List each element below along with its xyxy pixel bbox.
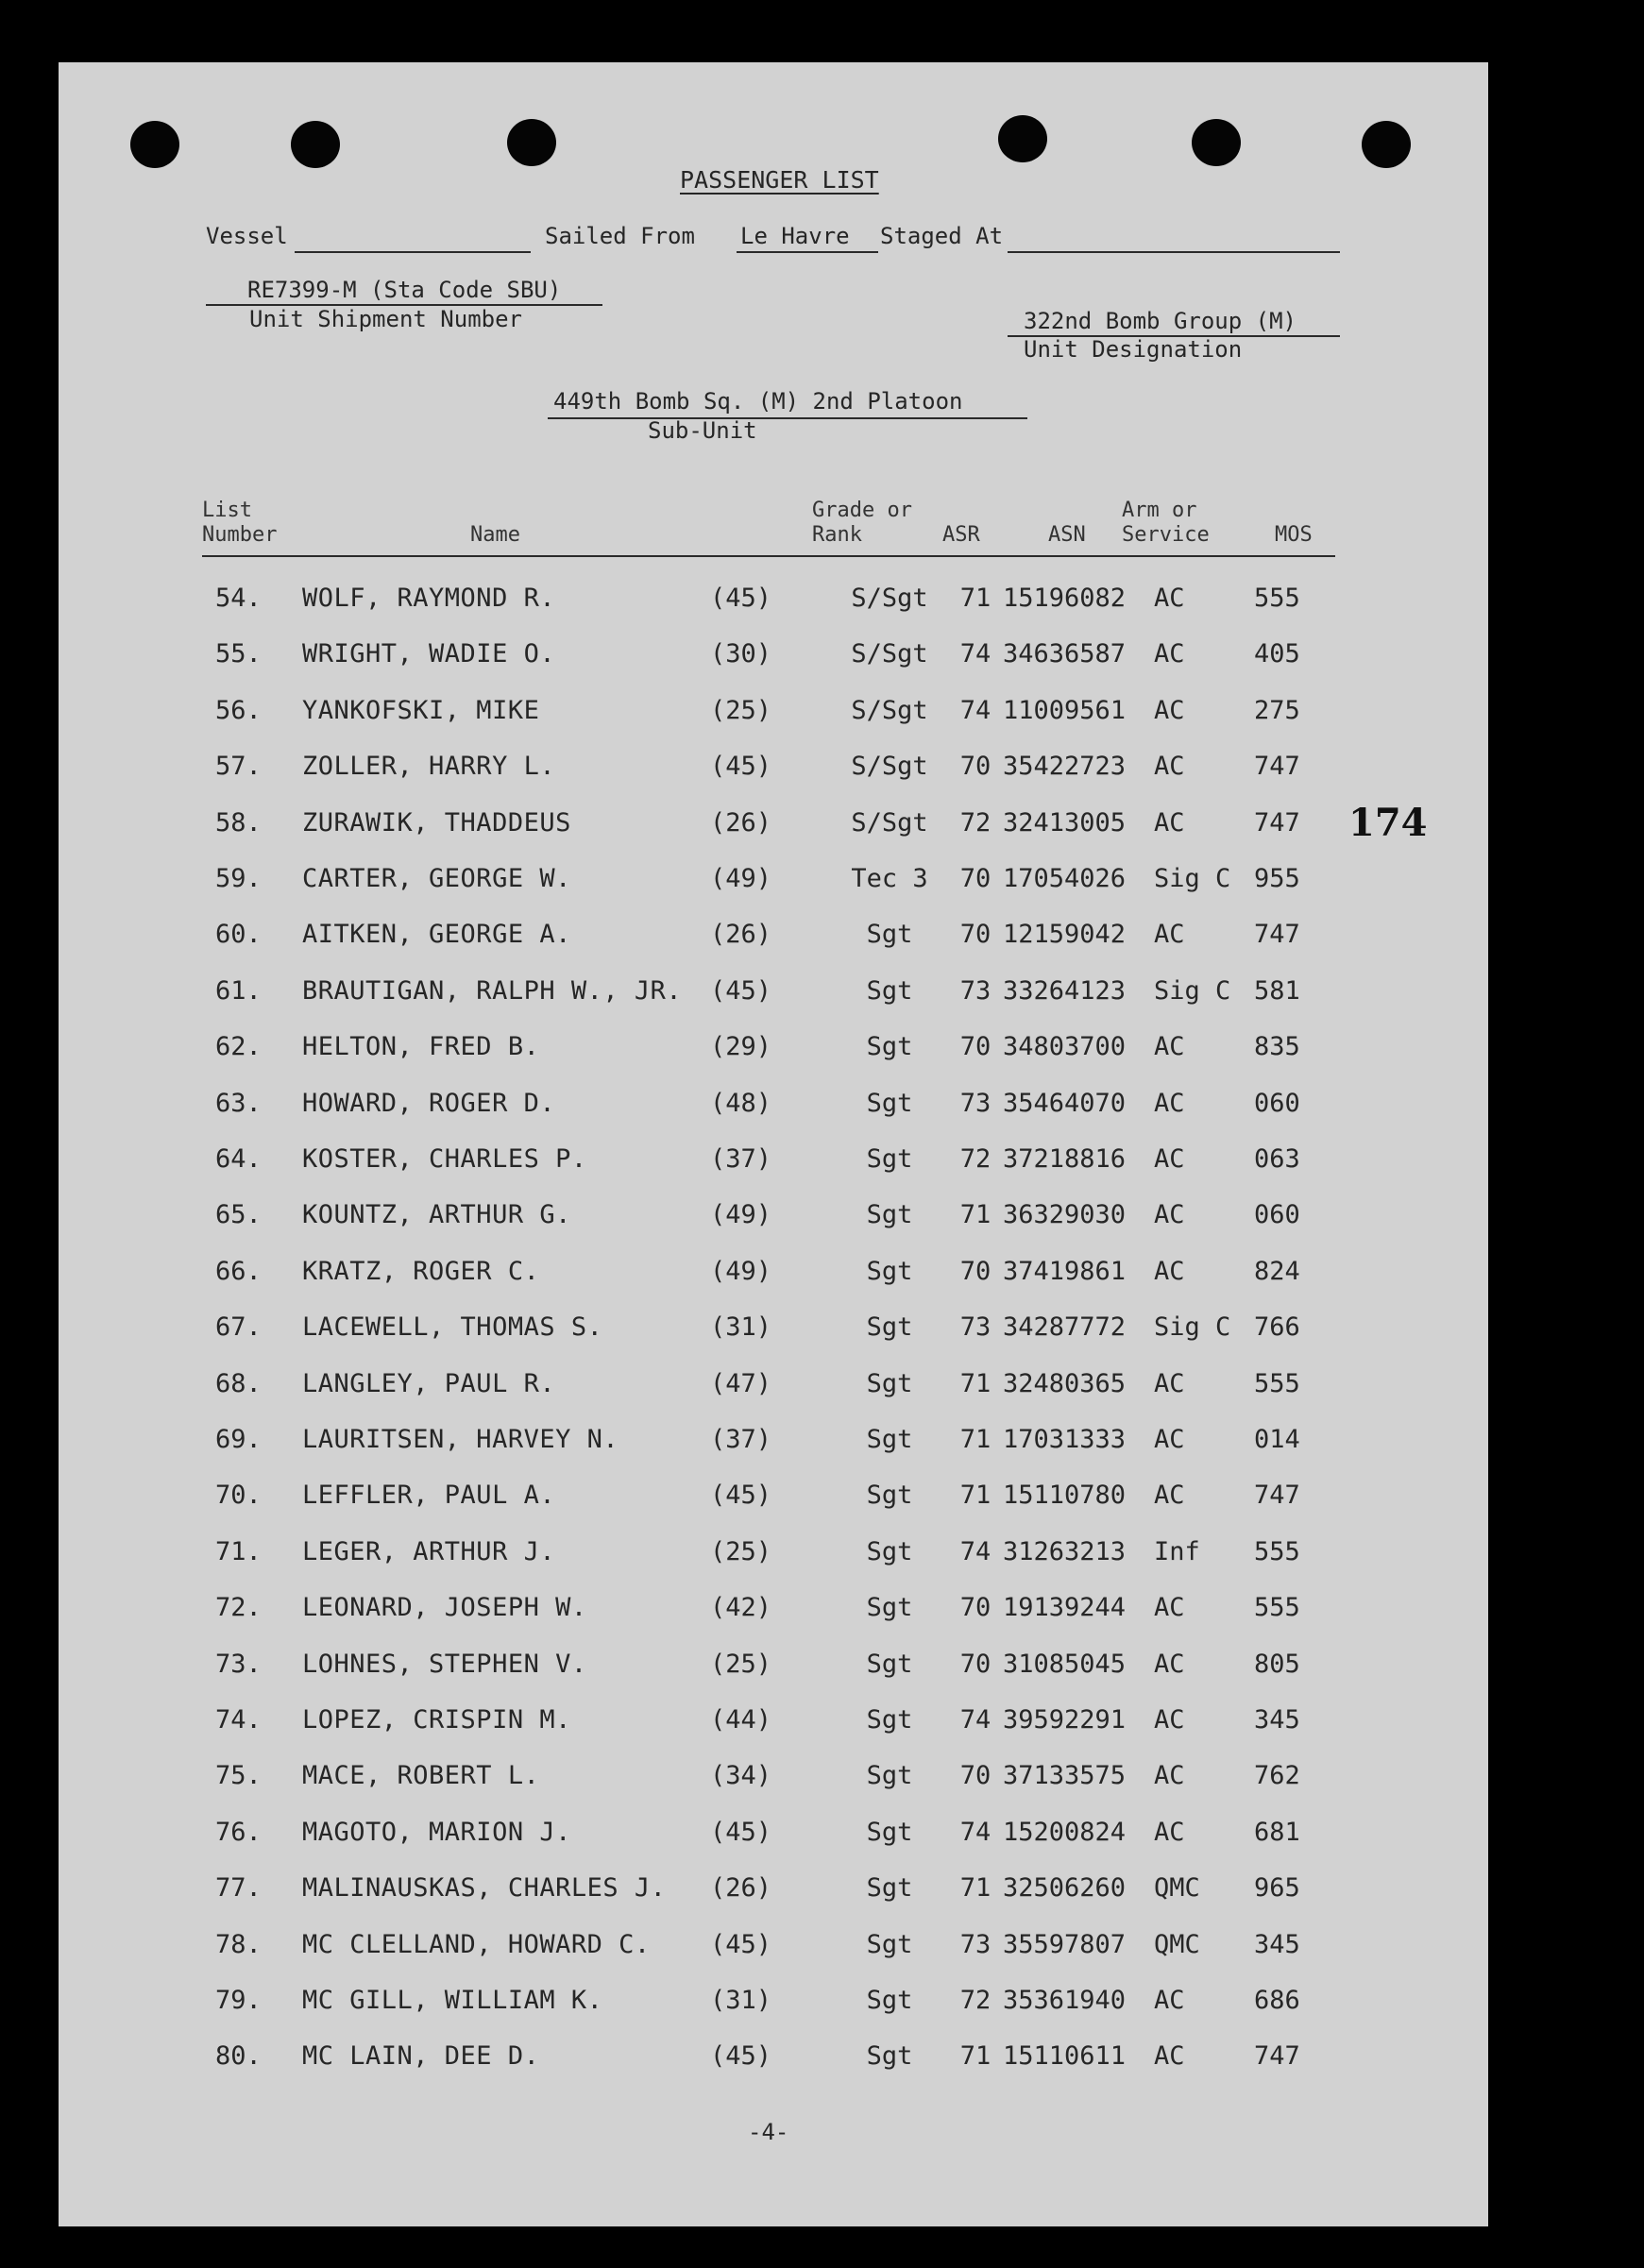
age-code: (42) [710,1593,772,1623]
table-row [59,639,1488,677]
grade: Tec 3 [851,864,928,893]
asr: 70 [959,1593,991,1623]
passenger-name: LEGER, ARTHUR J. [302,1536,556,1566]
passenger-name: KOSTER, CHARLES P. [302,1144,587,1174]
age-code: (45) [710,1929,772,1959]
list-number: 68. [215,1368,262,1398]
table-row [59,1425,1488,1463]
table-row [59,584,1488,621]
asn: 31263213 [1003,1536,1127,1566]
mos: 345 [1254,1929,1300,1959]
list-number: 71. [215,1536,262,1566]
column-header-list-number: List Number [202,499,278,547]
passenger-name: LANGLEY, PAUL R. [302,1368,556,1398]
arm-service: AC [1154,1425,1185,1454]
header-underline [202,555,1335,557]
table-row [59,1032,1488,1070]
list-number: 76. [215,1817,262,1847]
asr: 70 [959,1256,991,1286]
asr: 70 [959,920,991,950]
asr: 71 [959,1200,991,1230]
table-row [59,1537,1488,1575]
mos: 824 [1254,1256,1300,1286]
list-number: 80. [215,2041,262,2072]
column-header-grade: Grade or Rank [812,499,912,547]
arm-service: Sig C [1154,975,1231,1006]
grade: S/Sgt [851,584,928,613]
arm-service: AC [1154,1032,1185,1062]
age-code: (34) [710,1761,772,1791]
grade: Sgt [866,1425,913,1454]
grade: Sgt [866,1032,913,1062]
asn: 37218816 [1003,1144,1127,1174]
passenger-name: AITKEN, GEORGE A. [302,920,571,950]
staged-at-label: Staged At [880,223,1004,249]
grade: Sgt [866,1817,913,1847]
table-row [59,1593,1488,1631]
sailed-from-value: Le Havre [740,223,850,249]
mos: 555 [1254,584,1300,613]
mos: 014 [1254,1425,1300,1454]
asr: 74 [959,1705,991,1735]
mos: 063 [1254,1144,1300,1174]
list-number: 77. [215,1873,262,1904]
asr: 71 [959,1425,991,1454]
mos: 766 [1254,1312,1300,1343]
sub-unit-value: 449th Bomb Sq. (M) 2nd Platoon [553,388,963,415]
grade: Sgt [866,1986,913,2015]
grade: Sgt [866,1144,913,1174]
grade: Sgt [866,1873,913,1904]
sailed-from-label: Sailed From [545,223,695,249]
asr: 71 [959,1873,991,1904]
passenger-name: ZOLLER, HARRY L. [302,752,556,782]
unit-shipment-value: RE7399-M (Sta Code SBU) [247,277,562,303]
list-number: 59. [215,864,262,893]
asn: 11009561 [1003,695,1127,725]
passenger-name: MALINAUSKAS, CHARLES J. [302,1873,667,1904]
asr: 73 [959,1088,991,1118]
asn: 37133575 [1003,1761,1127,1791]
mos: 955 [1254,864,1300,893]
column-header-asn: ASN [1048,523,1086,547]
passenger-name: HELTON, FRED B. [302,1032,540,1062]
table-row [59,976,1488,1014]
list-number: 60. [215,920,262,950]
asn: 15110780 [1003,1481,1127,1511]
table-row [59,1986,1488,2023]
age-code: (25) [710,1649,772,1679]
age-code: (45) [710,1481,772,1511]
list-number: 67. [215,1312,262,1343]
asn: 33264123 [1003,975,1127,1006]
list-number: 70. [215,1481,262,1511]
table-row [59,1257,1488,1295]
document-title: PASSENGER LIST [680,166,879,194]
age-code: (31) [710,1986,772,2015]
table-row [59,696,1488,734]
asr: 70 [959,1032,991,1062]
arm-service: AC [1154,1986,1185,2015]
asn: 37419861 [1003,1256,1127,1286]
asr: 72 [959,1986,991,2015]
asn: 34636587 [1003,639,1127,669]
list-number: 73. [215,1649,262,1679]
grade: S/Sgt [851,807,928,838]
mos: 405 [1254,639,1300,669]
mos: 762 [1254,1761,1300,1791]
grade: Sgt [866,1368,913,1398]
grade: Sgt [866,1649,913,1679]
age-code: (45) [710,1817,772,1847]
mos: 345 [1254,1705,1300,1735]
passenger-name: LOPEZ, CRISPIN M. [302,1705,571,1735]
column-header-arm: Arm or Service [1122,499,1210,547]
table-row [59,1650,1488,1687]
arm-service: Inf [1154,1536,1200,1566]
grade: Sgt [866,975,913,1006]
age-code: (26) [710,920,772,950]
age-code: (45) [710,752,772,782]
arm-service: AC [1154,639,1185,669]
table-row [59,864,1488,902]
table-row [59,1818,1488,1855]
asn: 17054026 [1003,864,1127,893]
grade: S/Sgt [851,695,928,725]
asr: 70 [959,1761,991,1791]
column-header-asr: ASR [942,523,980,547]
arm-service: AC [1154,1705,1185,1735]
punch-hole [998,115,1047,162]
arm-service: AC [1154,1256,1185,1286]
punch-hole [130,121,179,168]
asn: 32413005 [1003,807,1127,838]
list-number: 65. [215,1200,262,1230]
passenger-name: ZURAWIK, THADDEUS [302,807,571,838]
passenger-name: YANKOFSKI, MIKE [302,695,540,725]
mos: 681 [1254,1817,1300,1847]
arm-service: Sig C [1154,1312,1231,1343]
table-row [59,1312,1488,1350]
grade: Sgt [866,920,913,950]
table-row [59,1089,1488,1126]
arm-service: AC [1154,1761,1185,1791]
list-number: 54. [215,584,262,613]
arm-service: AC [1154,920,1185,950]
age-code: (45) [710,2041,772,2072]
age-code: (44) [710,1705,772,1735]
age-code: (49) [710,864,772,893]
mos: 835 [1254,1032,1300,1062]
asn: 36329030 [1003,1200,1127,1230]
passenger-name: LOHNES, STEPHEN V. [302,1649,587,1679]
age-code: (45) [710,584,772,613]
asr: 71 [959,584,991,613]
table-row [59,1144,1488,1182]
grade: S/Sgt [851,639,928,669]
asr: 73 [959,975,991,1006]
asr: 70 [959,752,991,782]
grade: Sgt [866,1705,913,1735]
sub-unit-underline [548,417,1027,419]
arm-service: AC [1154,1649,1185,1679]
grade: Sgt [866,1312,913,1343]
asr: 70 [959,864,991,893]
asr: 70 [959,1649,991,1679]
vessel-underline [295,251,531,253]
passenger-name: LAURITSEN, HARVEY N. [302,1425,619,1454]
column-header-mos: MOS [1275,523,1313,547]
age-code: (25) [710,1536,772,1566]
asr: 71 [959,1368,991,1398]
asn: 34803700 [1003,1032,1127,1062]
table-row [59,1369,1488,1407]
age-code: (29) [710,1032,772,1062]
grade: Sgt [866,1256,913,1286]
table-row [59,1481,1488,1518]
table-row [59,1705,1488,1743]
arm-service: AC [1154,1144,1185,1174]
grade: Sgt [866,1929,913,1959]
asn: 31085045 [1003,1649,1127,1679]
age-code: (26) [710,807,772,838]
list-number: 62. [215,1032,262,1062]
list-number: 74. [215,1705,262,1735]
mos: 060 [1254,1200,1300,1230]
mos: 965 [1254,1873,1300,1904]
arm-service: QMC [1154,1873,1200,1904]
passenger-name: WRIGHT, WADIE O. [302,639,556,669]
age-code: (37) [710,1144,772,1174]
list-number: 79. [215,1986,262,2015]
grade: Sgt [866,1761,913,1791]
passenger-name: LACEWELL, THOMAS S. [302,1312,603,1343]
asn: 15196082 [1003,584,1127,613]
mos: 747 [1254,920,1300,950]
asr: 71 [959,1481,991,1511]
arm-service: AC [1154,1481,1185,1511]
age-code: (26) [710,1873,772,1904]
table-row [59,1200,1488,1238]
list-number: 55. [215,639,262,669]
list-number: 72. [215,1593,262,1623]
stamp-number: 174 [1348,801,1428,845]
grade: Sgt [866,1200,913,1230]
asn: 39592291 [1003,1705,1127,1735]
asn: 15200824 [1003,1817,1127,1847]
table-row [59,808,1488,846]
asn: 35597807 [1003,1929,1127,1959]
age-code: (30) [710,639,772,669]
asn: 17031333 [1003,1425,1127,1454]
asr: 74 [959,1536,991,1566]
passenger-name: KOUNTZ, ARTHUR G. [302,1200,571,1230]
mos: 555 [1254,1536,1300,1566]
grade: Sgt [866,1481,913,1511]
punch-hole [507,119,556,166]
asn: 12159042 [1003,920,1127,950]
list-number: 57. [215,752,262,782]
grade: Sgt [866,1536,913,1566]
arm-service: AC [1154,1593,1185,1623]
passenger-name: LEFFLER, PAUL A. [302,1481,556,1511]
asn: 32480365 [1003,1368,1127,1398]
mos: 555 [1254,1593,1300,1623]
passenger-name: MC GILL, WILLIAM K. [302,1986,603,2015]
mos: 747 [1254,752,1300,782]
mos: 686 [1254,1986,1300,2015]
age-code: (47) [710,1368,772,1398]
mos: 581 [1254,975,1300,1006]
asn: 34287772 [1003,1312,1127,1343]
sailed-from-underline [737,251,878,253]
asr: 73 [959,1312,991,1343]
vessel-label: Vessel [206,223,288,249]
arm-service: AC [1154,1368,1185,1398]
list-number: 63. [215,1088,262,1118]
column-header-name: Name [470,523,520,547]
arm-service: QMC [1154,1929,1200,1959]
mos: 747 [1254,1481,1300,1511]
arm-service: AC [1154,584,1185,613]
passenger-name: HOWARD, ROGER D. [302,1088,556,1118]
mos: 747 [1254,2041,1300,2072]
passenger-name: MC LAIN, DEE D. [302,2041,540,2072]
age-code: (49) [710,1256,772,1286]
grade: Sgt [866,1593,913,1623]
asr: 73 [959,1929,991,1959]
grade: S/Sgt [851,752,928,782]
asr: 74 [959,695,991,725]
document-page [59,62,1488,2226]
punch-hole [1362,121,1411,168]
passenger-name: WOLF, RAYMOND R. [302,584,556,613]
list-number: 58. [215,807,262,838]
age-code: (25) [710,695,772,725]
list-number: 64. [215,1144,262,1174]
asn: 35422723 [1003,752,1127,782]
arm-service: AC [1154,1200,1185,1230]
arm-service: Sig C [1154,864,1231,893]
table-row [59,1761,1488,1799]
list-number: 75. [215,1761,262,1791]
arm-service: AC [1154,2041,1185,2072]
table-row [59,752,1488,789]
mos: 060 [1254,1088,1300,1118]
arm-service: AC [1154,752,1185,782]
mos: 275 [1254,695,1300,725]
asr: 74 [959,1817,991,1847]
asn: 19139244 [1003,1593,1127,1623]
passenger-name: KRATZ, ROGER C. [302,1256,540,1286]
list-number: 56. [215,695,262,725]
table-row [59,2041,1488,2079]
arm-service: AC [1154,1817,1185,1847]
grade: Sgt [866,2041,913,2072]
arm-service: AC [1154,695,1185,725]
asr: 72 [959,807,991,838]
mos: 805 [1254,1649,1300,1679]
unit-designation-label: Unit Designation [1024,336,1243,363]
arm-service: AC [1154,1088,1185,1118]
asr: 71 [959,2041,991,2072]
asn: 15110611 [1003,2041,1127,2072]
punch-hole [1192,119,1241,166]
asr: 74 [959,639,991,669]
passenger-name: BRAUTIGAN, RALPH W., JR. [302,975,683,1006]
list-number: 78. [215,1929,262,1959]
age-code: (45) [710,975,772,1006]
arm-service: AC [1154,807,1185,838]
asn: 32506260 [1003,1873,1127,1904]
asn: 35361940 [1003,1986,1127,2015]
passenger-name: MACE, ROBERT L. [302,1761,540,1791]
staged-at-underline [1008,251,1340,253]
table-row [59,920,1488,957]
list-number: 66. [215,1256,262,1286]
punch-hole [291,121,340,168]
table-row [59,1930,1488,1968]
grade: Sgt [866,1088,913,1118]
passenger-name: MC CLELLAND, HOWARD C. [302,1929,651,1959]
age-code: (49) [710,1200,772,1230]
age-code: (37) [710,1425,772,1454]
page-number: -4- [748,2119,789,2145]
passenger-name: CARTER, GEORGE W. [302,864,571,893]
unit-designation-value: 322nd Bomb Group (M) [1024,308,1297,334]
age-code: (48) [710,1088,772,1118]
list-number: 69. [215,1425,262,1454]
asr: 72 [959,1144,991,1174]
passenger-name: MAGOTO, MARION J. [302,1817,571,1847]
table-row [59,1873,1488,1911]
unit-shipment-label: Unit Shipment Number [249,306,522,332]
list-number: 61. [215,975,262,1006]
mos: 555 [1254,1368,1300,1398]
asn: 35464070 [1003,1088,1127,1118]
passenger-name: LEONARD, JOSEPH W. [302,1593,587,1623]
age-code: (31) [710,1312,772,1343]
sub-unit-label: Sub-Unit [648,417,757,444]
mos: 747 [1254,807,1300,838]
